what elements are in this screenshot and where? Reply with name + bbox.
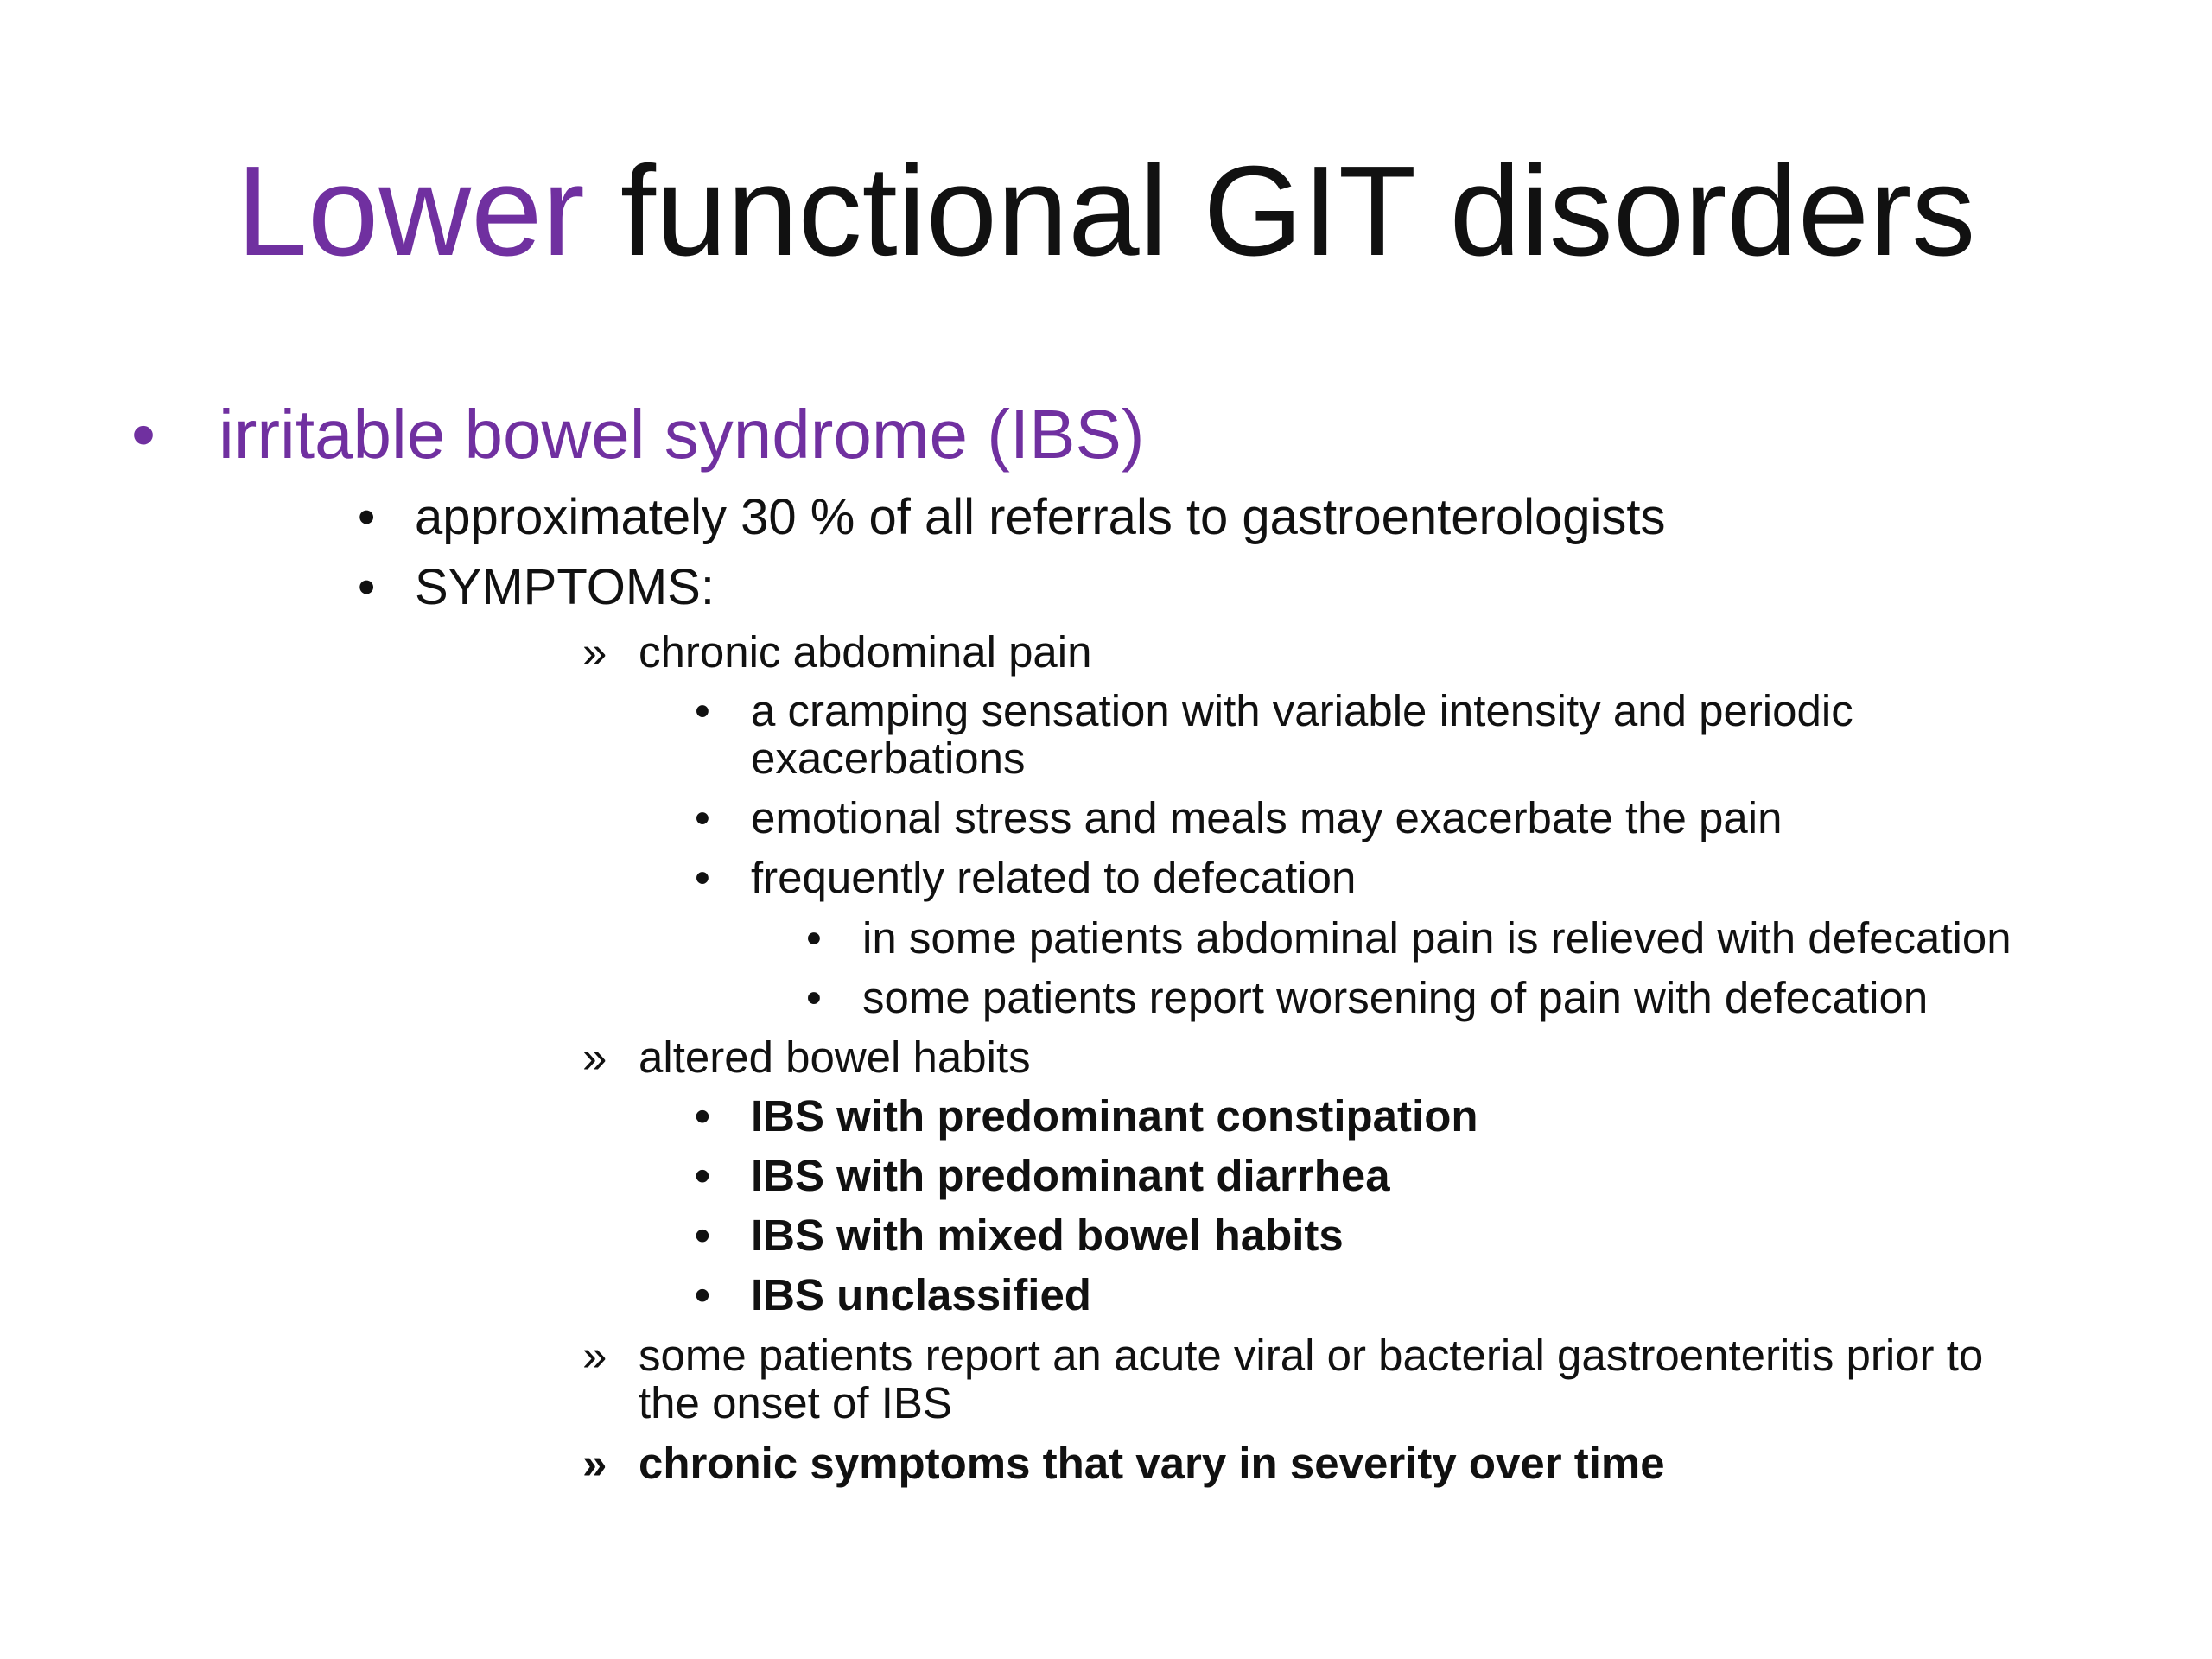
stress-item xyxy=(0,794,2212,844)
cramping-line-2: exacerbations xyxy=(751,734,1026,783)
chevron-icon: » xyxy=(582,1439,607,1488)
chevron-icon: » xyxy=(582,1033,607,1082)
defecation-item xyxy=(0,854,2212,904)
bullet-icon: • xyxy=(358,489,376,545)
gastroenteritis-item xyxy=(0,1331,2212,1431)
bullet-icon: • xyxy=(695,853,710,902)
symptoms-item xyxy=(0,559,2212,616)
title-highlight: Lower xyxy=(236,140,585,283)
defecation-text: frequently related to defecation xyxy=(751,853,1357,902)
symptoms-label: SYMPTOMS: xyxy=(415,559,715,615)
chronic-symptoms-item xyxy=(0,1439,2212,1489)
bullet-icon: • xyxy=(358,559,376,615)
bullet-icon: • xyxy=(131,396,156,473)
ibs-heading: irritable bowel syndrome (IBS) xyxy=(219,396,1145,473)
constipation-text: IBS with predominant constipation xyxy=(751,1091,1478,1141)
title-rest: functional GIT disorders xyxy=(584,140,1976,283)
worsening-text: some patients report worsening of pain with defecation xyxy=(862,973,1929,1022)
bullet-icon: • xyxy=(695,686,710,735)
slide-title xyxy=(0,138,2212,285)
chevron-icon: » xyxy=(582,1331,607,1380)
unclassified-text: IBS unclassified xyxy=(751,1270,1091,1319)
habits-label: altered bowel habits xyxy=(639,1033,1031,1082)
diarrhea-text: IBS with predominant diarrhea xyxy=(751,1151,1390,1200)
diarrhea-item xyxy=(0,1152,2212,1202)
ibs-heading-item xyxy=(0,395,2212,474)
relieved-text: in some patients abdominal pain is relieved with defecation xyxy=(862,913,2012,963)
bullet-icon: • xyxy=(695,793,710,842)
unclassified-item xyxy=(0,1271,2212,1321)
gastroenteritis-line-1: some patients report an acute viral or bacterial gastroenteritis prior to xyxy=(639,1331,1984,1380)
mixed-text: IBS with mixed bowel habits xyxy=(751,1211,1344,1260)
bullet-icon: • xyxy=(695,1270,710,1319)
bullet-icon: • xyxy=(806,913,822,963)
pain-item xyxy=(0,627,2212,677)
chevron-icon: » xyxy=(582,627,607,677)
relieved-item xyxy=(0,913,2212,963)
worsening-item xyxy=(0,973,2212,1023)
cramping-line-1: a cramping sensation with variable intensity and periodic xyxy=(751,686,1853,735)
bullet-icon: • xyxy=(695,1091,710,1141)
cramping-item xyxy=(0,687,2212,784)
habits-item xyxy=(0,1033,2212,1083)
referrals-item xyxy=(0,489,2212,546)
referrals-text: approximately 30 % of all referrals to gastroenterologists xyxy=(415,489,1666,545)
stress-text: emotional stress and meals may exacerbate the pain xyxy=(751,793,1783,842)
chronic-symptoms-text: chronic symptoms that vary in severity over time xyxy=(639,1439,1665,1488)
constipation-item xyxy=(0,1092,2212,1142)
pain-label: chronic abdominal pain xyxy=(639,627,1092,677)
gastroenteritis-line-2: the onset of IBS xyxy=(639,1378,952,1427)
mixed-item xyxy=(0,1211,2212,1262)
bullet-icon: • xyxy=(806,973,822,1022)
bullet-icon: • xyxy=(695,1151,710,1200)
bullet-icon: • xyxy=(695,1211,710,1260)
